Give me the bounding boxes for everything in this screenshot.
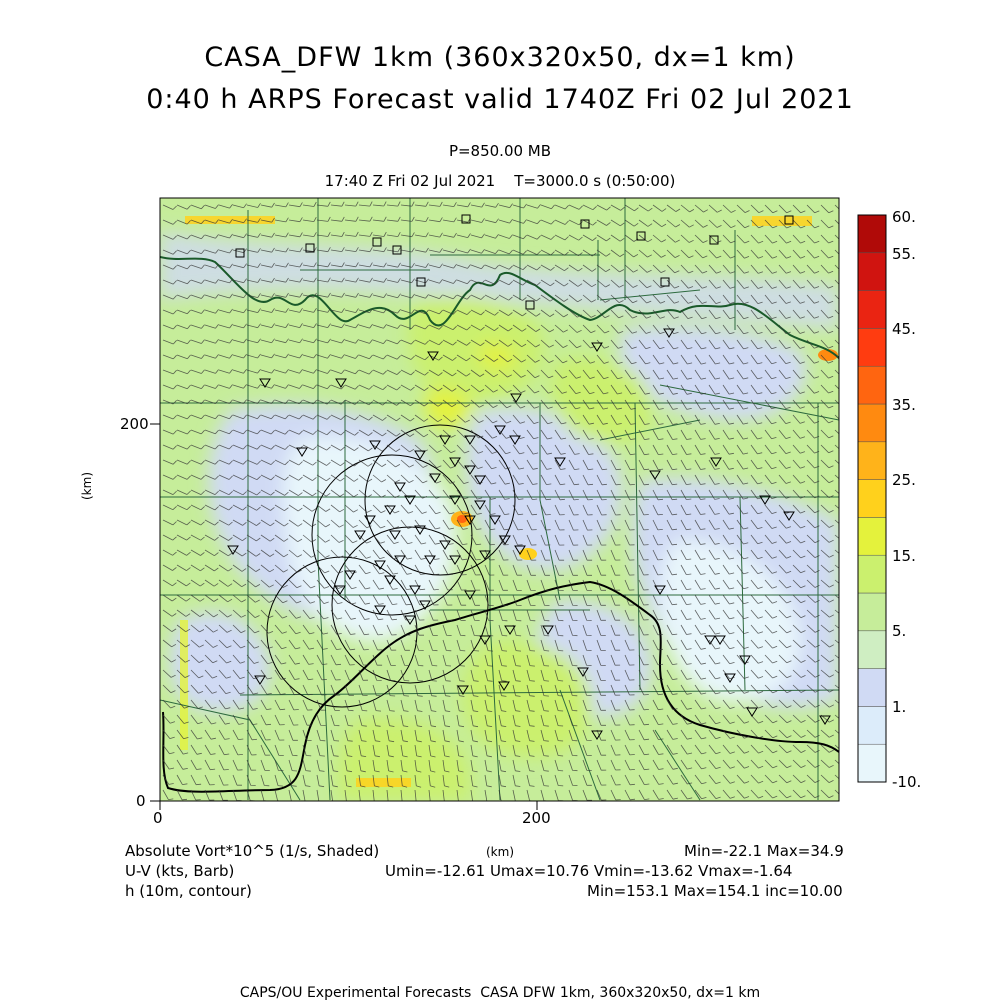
legend-height-stats: Min=153.1 Max=154.1 inc=10.00 xyxy=(587,882,843,900)
y-axis-unit: (km) xyxy=(80,471,94,500)
chart-title-line2: 0:40 h ARPS Forecast valid 1740Z Fri 02 Jul 2021 xyxy=(146,84,854,115)
colorbar-label-35: 35. xyxy=(892,396,916,414)
colorbar-swatch xyxy=(858,253,886,291)
colorbar-swatch xyxy=(858,593,886,631)
colorbar-swatch xyxy=(858,555,886,593)
legend-field-vorticity: Absolute Vort*10^5 (1/s, Shaded) xyxy=(125,842,380,860)
y-tick-0: 0 xyxy=(136,792,146,810)
legend-wind-stats: Umin=-12.61 Umax=10.76 Vmin=-13.62 Vmax=-1.64 xyxy=(385,862,793,880)
pressure-level: P=850.00 MB xyxy=(448,142,552,160)
shade-max-leftedge xyxy=(180,620,188,750)
colorbar-swatch xyxy=(858,480,886,518)
colorbar-swatch xyxy=(858,669,886,707)
colorbar-swatch xyxy=(858,328,886,366)
x-tick-200: 200 xyxy=(522,809,551,827)
colorbar-swatch xyxy=(858,366,886,404)
colorbar-swatch xyxy=(858,215,886,253)
shade-max-east xyxy=(519,548,537,560)
colorbar-swatch xyxy=(858,517,886,555)
x-axis-unit: (km) xyxy=(486,845,515,859)
colorbar xyxy=(858,215,886,782)
colorbar-label-45: 45. xyxy=(892,320,916,338)
colorbar-swatch xyxy=(858,706,886,744)
colorbar-label-minus10: -10. xyxy=(892,773,922,791)
legend-field-wind: U-V (kts, Barb) xyxy=(125,862,235,880)
footer-credit: CAPS/OU Experimental Forecasts CASA DFW 1km, 360x320x50, dx=1 km xyxy=(239,985,761,1001)
colorbar-label-60: 60. xyxy=(892,208,916,226)
valid-time: 17:40 Z Fri 02 Jul 2021 T=3000.0 s (0:50:00) xyxy=(324,172,676,190)
shade-max-topright xyxy=(752,216,812,226)
colorbar-label-1: 1. xyxy=(892,698,907,716)
colorbar-swatch xyxy=(858,404,886,442)
colorbar-label-55: 55. xyxy=(892,245,916,263)
colorbar-label-5: 5. xyxy=(892,622,907,640)
colorbar-swatch xyxy=(858,744,886,782)
colorbar-label-25: 25. xyxy=(892,471,916,489)
legend-field-height: h (10m, contour) xyxy=(125,882,252,900)
chart-title-line1: CASA_DFW 1km (360x320x50, dx=1 km) xyxy=(204,42,796,73)
colorbar-label-15: 15. xyxy=(892,547,916,565)
legend-vorticity-stats: Min=-22.1 Max=34.9 xyxy=(684,842,844,860)
y-tick-200: 200 xyxy=(120,415,149,433)
x-tick-0: 0 xyxy=(153,809,163,827)
plot-area xyxy=(160,198,848,802)
colorbar-swatch xyxy=(858,631,886,669)
colorbar-swatch xyxy=(858,442,886,480)
colorbar-swatch xyxy=(858,291,886,329)
